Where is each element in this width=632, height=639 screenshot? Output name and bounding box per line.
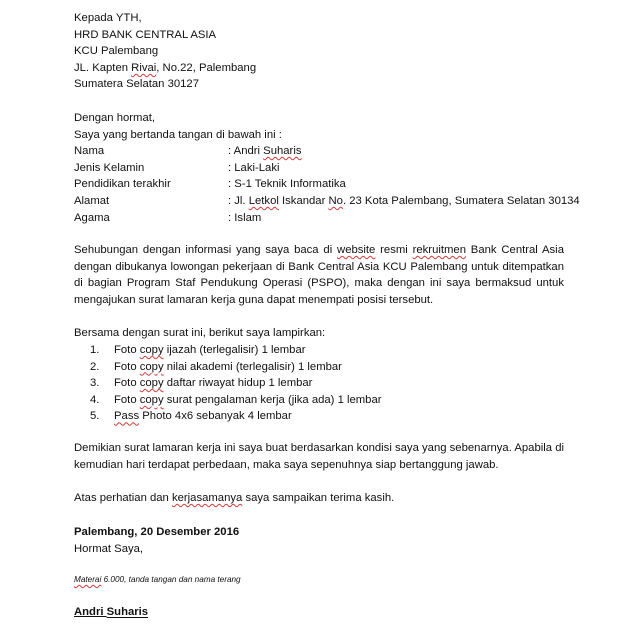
list-text-sq: Pass bbox=[114, 410, 140, 423]
list-text-b: ijazah (terlegalisir) 1 lembar bbox=[163, 344, 306, 356]
list-text-sq: copy bbox=[139, 377, 164, 390]
list-text-sq: copy bbox=[139, 344, 164, 356]
p1-text-sq2: rekruitmen bbox=[412, 244, 466, 256]
p4-text-sq: kerjasamanya bbox=[171, 492, 243, 504]
identity-row-religion bbox=[74, 210, 612, 227]
p1-text-sq1: website bbox=[337, 244, 376, 256]
address-street-b: , No.22, Palembang bbox=[156, 61, 257, 74]
list-text bbox=[114, 359, 342, 376]
paragraph-text bbox=[74, 490, 612, 507]
address-value-a: : Jl. bbox=[228, 194, 249, 207]
list-text-sq: copy bbox=[139, 360, 164, 373]
list-text bbox=[114, 342, 306, 359]
identity-label: Alamat bbox=[74, 194, 110, 207]
list-number: 1. bbox=[90, 344, 100, 356]
p1-text-c: Bank Central Asia dengan dibukanya lowongan pekerjaan di Bank Central Asia KCU Palembang untuk ditempatkan di bagian Program Staf Pendukung Operasi (PSPO), maka dengan ini saya bermaksud untuk mengajukan surat lamaran kerja guna dapat menempati posisi tersebut. bbox=[74, 244, 564, 306]
identity-row-address bbox=[74, 193, 612, 210]
list-text-b: nilai akademi (terlegalisir) 1 lembar bbox=[163, 360, 342, 373]
list-item bbox=[90, 375, 382, 392]
paragraph-text: Demikian surat lamaran kerja ini saya buat berdasarkan kondisi saya yang sebenarnya. Apabila di kemudian hari terdapat perbedaan, maka saya sepenuhnya siap bertanggung jawab. bbox=[74, 442, 564, 471]
list-text bbox=[114, 375, 312, 392]
list-text bbox=[114, 392, 382, 409]
address-line: Kepada YTH, bbox=[74, 12, 142, 24]
paragraph-statement bbox=[74, 440, 564, 473]
address-street-a: JL. Kapten bbox=[74, 61, 132, 74]
p4-text-b: saya sampaikan terima kasih. bbox=[242, 492, 395, 504]
identity-value: : S-1 Teknik Informatika bbox=[228, 178, 346, 191]
list-item bbox=[90, 408, 382, 425]
address-value-sq1: Letkol bbox=[248, 194, 279, 207]
identity-label: Pendidikan terakhir bbox=[74, 178, 171, 191]
identity-value: : Laki-Laki bbox=[228, 161, 280, 174]
intro-line: Saya yang bertanda tangan di bawah ini : bbox=[74, 128, 282, 141]
p4-text-a: Atas perhatian dan bbox=[74, 492, 172, 504]
attachments-list bbox=[90, 342, 382, 425]
paragraph-text bbox=[74, 242, 564, 308]
identity-label: Agama bbox=[74, 211, 110, 224]
list-text-a: Foto bbox=[114, 360, 140, 373]
address-line: HRD BANK CENTRAL ASIA bbox=[74, 28, 217, 41]
list-item bbox=[90, 342, 382, 359]
list-text-a: Foto bbox=[114, 344, 140, 356]
address-value-sq2: No bbox=[328, 194, 343, 207]
identity-block bbox=[74, 110, 612, 226]
list-number: 3. bbox=[90, 377, 100, 390]
list-text-a: Foto bbox=[114, 377, 140, 390]
recipient-address bbox=[74, 10, 612, 93]
list-text-b: daftar riwayat hidup 1 lembar bbox=[163, 377, 313, 390]
list-item bbox=[90, 359, 382, 376]
list-number: 4. bbox=[90, 393, 100, 406]
address-line: KCU Palembang bbox=[74, 45, 159, 58]
identity-value bbox=[228, 143, 301, 160]
list-text-b: Photo 4x6 sebanyak 4 lembar bbox=[139, 410, 292, 423]
signer-name-a: Andri bbox=[74, 606, 107, 618]
closing-block bbox=[74, 524, 612, 557]
p1-text-b: resmi bbox=[375, 244, 413, 256]
paragraph-text: Bersama dengan surat ini, berikut saya lampirkan: bbox=[74, 327, 326, 339]
identity-row-gender bbox=[74, 160, 612, 177]
paragraph-attachments-intro bbox=[74, 325, 612, 342]
signer-name-sq: Suharis bbox=[106, 606, 149, 618]
list-item bbox=[90, 392, 382, 409]
identity-value bbox=[228, 193, 580, 210]
identity-row-education bbox=[74, 176, 612, 193]
signer-block bbox=[74, 604, 612, 621]
address-value-b: Iskandar bbox=[278, 194, 329, 207]
list-text-a: Foto bbox=[114, 393, 140, 406]
name-value-sq: Suharis bbox=[263, 145, 302, 158]
identity-row-name bbox=[74, 143, 612, 160]
list-text-sq: copy bbox=[139, 393, 164, 406]
identity-label: Jenis Kelamin bbox=[74, 161, 145, 174]
stamp-note bbox=[74, 572, 612, 589]
p1-text-a: Sehubungan dengan informasi yang saya baca di bbox=[74, 244, 338, 256]
address-line bbox=[74, 60, 612, 77]
list-number: 5. bbox=[90, 410, 100, 423]
stamp-note-sq: Materai bbox=[74, 575, 102, 584]
stamp-note-text bbox=[74, 572, 612, 589]
list-text-b: surat pengalaman kerja (jika ada) 1 lembar bbox=[163, 393, 382, 406]
address-line: Sumatera Selatan 30127 bbox=[74, 78, 199, 91]
greeting: Dengan hormat, bbox=[74, 112, 156, 124]
signer-name bbox=[74, 604, 612, 621]
identity-value: : Islam bbox=[228, 211, 262, 224]
regards: Hormat Saya, bbox=[74, 542, 144, 555]
place-date: Palembang, 20 Desember 2016 bbox=[74, 526, 240, 538]
paragraph-thanks bbox=[74, 490, 612, 507]
stamp-note-rest: 6.000, tanda tangan dan nama terang bbox=[101, 575, 241, 584]
paragraph-intent bbox=[74, 242, 564, 308]
list-text bbox=[114, 408, 292, 425]
list-number: 2. bbox=[90, 360, 100, 373]
identity-label: Nama bbox=[74, 145, 105, 158]
address-value-c: . 23 Kota Palembang, Sumatera Selatan 30134 bbox=[342, 194, 580, 207]
name-value: : Andri bbox=[228, 145, 264, 158]
address-street-sq: Rivai bbox=[131, 61, 157, 74]
